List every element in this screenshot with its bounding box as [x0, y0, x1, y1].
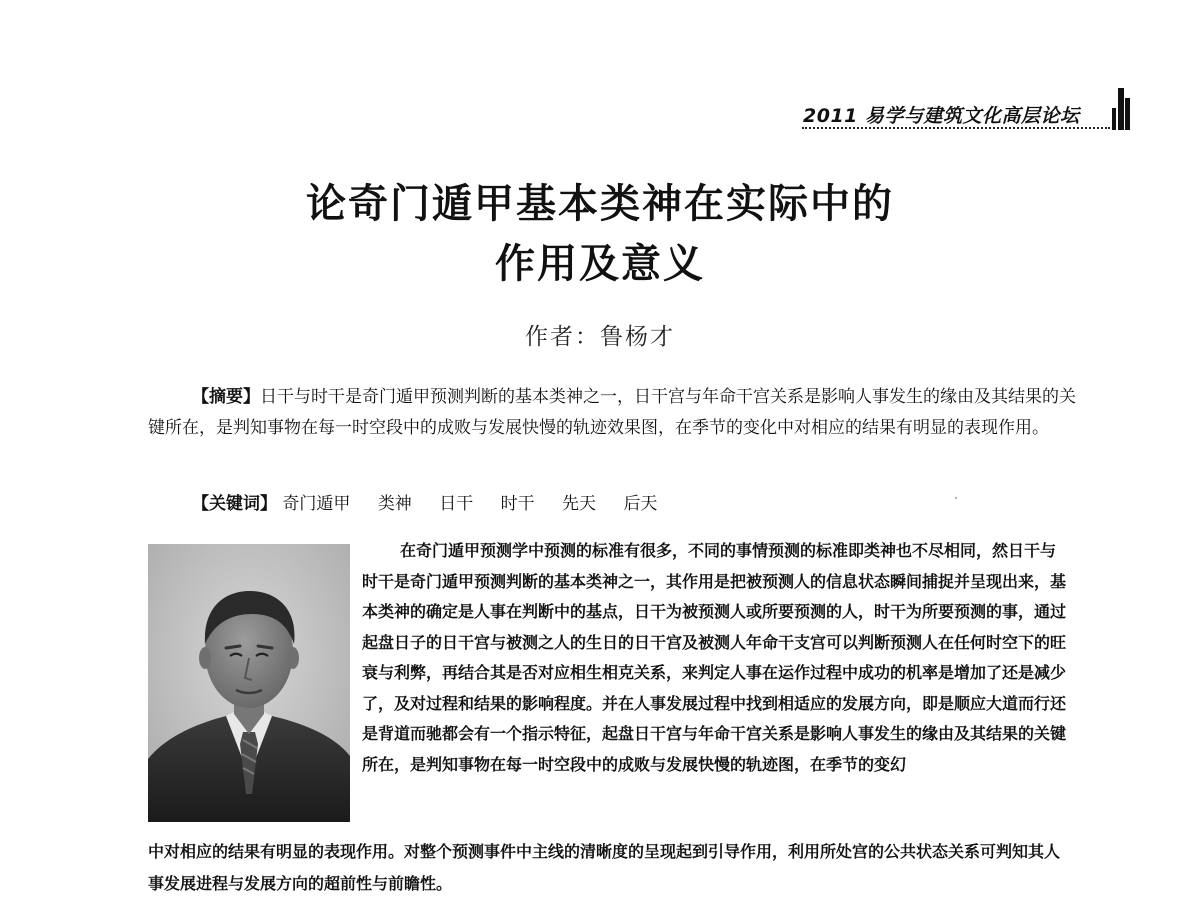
body-paragraph-continued: 中对相应的结果有明显的表现作用。对整个预测事件中主线的清晰度的呈现起到引导作用，利用所处宫的公共状态关系可判知其人事发展进程与发展方向的超前性与前瞻性。 — [148, 842, 1061, 893]
header-bars-ornament — [1112, 88, 1130, 130]
header-dotted-rule — [802, 127, 1110, 129]
journal-header — [800, 96, 1130, 132]
abstract-label: 【摘要】 — [192, 387, 260, 407]
keyword: 先天 — [562, 494, 597, 514]
author-portrait-photo — [148, 544, 350, 822]
keyword: 奇门遁甲 — [282, 494, 351, 514]
keyword: 日干 — [439, 494, 474, 514]
article-title-line-2: 作用及意义 — [495, 241, 705, 287]
journal-header-title: 2011 易学与建筑文化高层论坛 — [803, 105, 1080, 127]
portrait-illustration — [148, 544, 350, 822]
abstract-text: 日干与时干是奇门遁甲预测判断的基本类神之一，日干宫与年命干宫关系是影响人事发生的缘由及其结果的关键所在，是判知事物在每一时空段中的成败与发展快慢的轨迹效果图，在季节的变化中对相应的结果有明显的表现作用。 — [148, 387, 1076, 438]
body-paragraph-wrapped — [362, 536, 1067, 780]
scan-speck — [955, 497, 957, 499]
keyword: 类神 — [377, 494, 412, 514]
author-line: 作者：鲁杨才 — [525, 324, 675, 350]
body-paragraph-text: 在奇门遁甲预测学中预测的标准有很多，不同的事情预测的标准即类神也不尽相同，然日干与时干是奇门遁甲预测判断的基本类神之一，其作用是把被预测人的信息状态瞬间捕捉并呈现出来，基本类神的确定是人事在判断中的基点，日干为被预测人或所要预测的人，时干为所要预测的事，通过起盘日子的日干宫与被测之人的生日的日干宫及被测人年命干支宫可以判断预测人在任何时空下的旺衰与利弊，再结合其是否对应相生相克关系，来判定人事在运作过程中成功的机率是增加了还是减少了，及对过程和结果的影响程度。并在人事发展过程中找到相适应的发展方向，即是顺应大道而行还是背道而驰都会有一个指示特征，起盘日干宫与年命干宫关系是影响人事发生的缘由及其结果的关键所在，是判知事物在每一时空段中的成败与发展快慢的轨迹图，在季节的变幻 — [362, 541, 1067, 774]
keywords-label: 【关键词】 — [192, 494, 277, 514]
article-title-line-1: 论奇门遁甲基本类神在实际中的 — [306, 181, 894, 227]
keywords — [192, 490, 679, 518]
keyword: 后天 — [623, 494, 658, 514]
abstract — [148, 382, 1078, 444]
keyword: 时干 — [500, 494, 535, 514]
